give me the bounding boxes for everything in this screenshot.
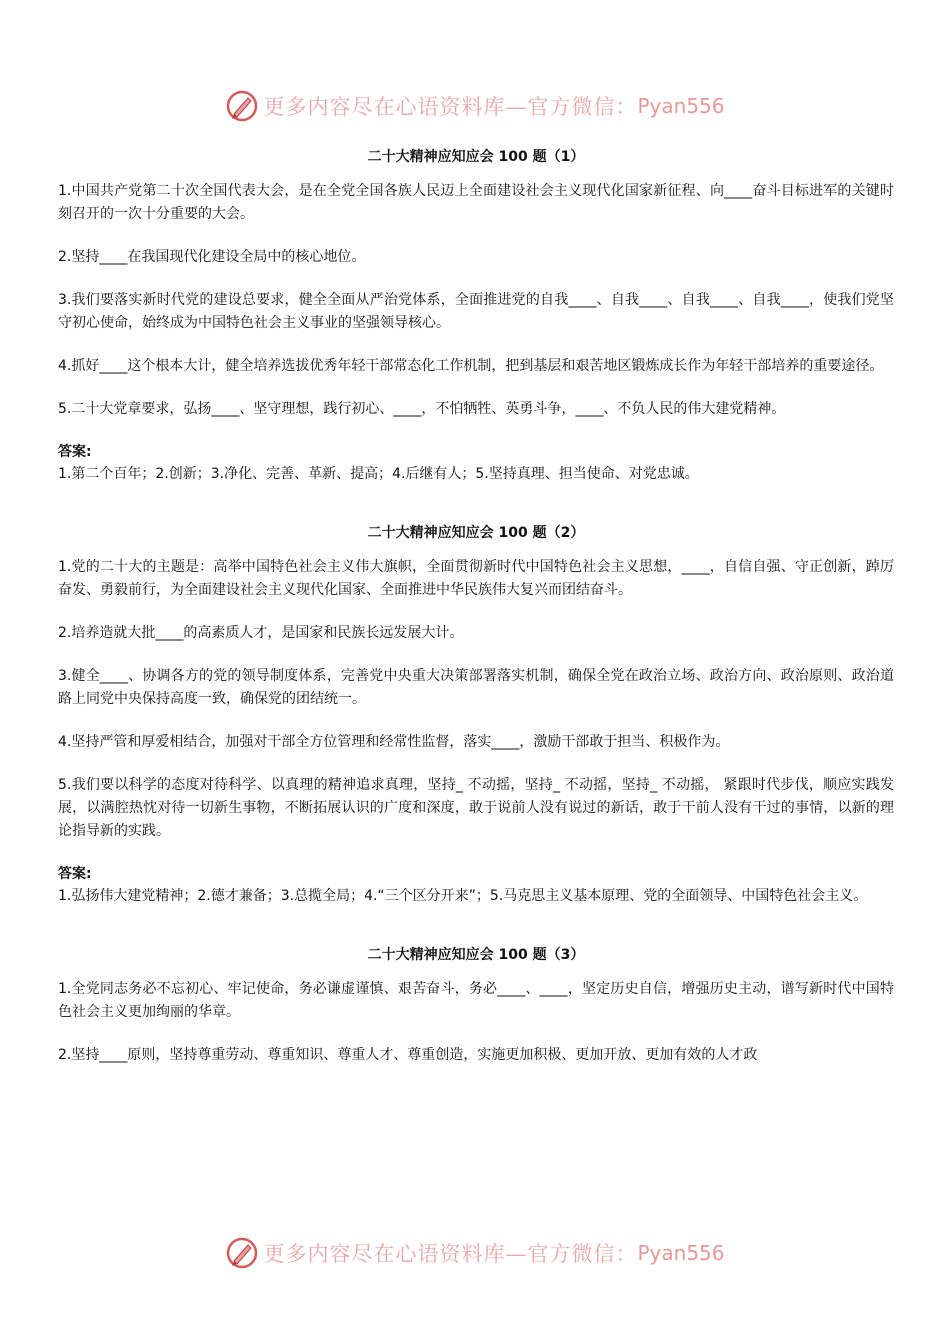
answer-text: 1.第二个百年；2.创新；3.净化、完善、革新、提高；4.后继有人；5.坚持真理、担当使命、对党忠诚。 [58, 466, 699, 482]
document-body [58, 146, 894, 1087]
watermark-text: 更多内容尽在心语资料库—官方微信： [263, 95, 638, 119]
section-title: 二十大精神应知应会 100 题（2） [367, 525, 585, 541]
watermark-id: Pyan556 [637, 94, 725, 118]
watermark-id: Pyan556 [637, 1241, 725, 1265]
watermark-banner-bottom [0, 1233, 950, 1273]
watermark-text: 更多内容尽在心语资料库—官方微信： [263, 1242, 638, 1266]
question: 2.坚持____原则，坚持尊重劳动、尊重知识、尊重人才、尊重创造，实施更加积极、更加开放、更加有效的人才政 [58, 1047, 758, 1063]
question: 3.健全____、协调各方的党的领导制度体系，完善党中央重大决策部署落实机制，确保全党在政治立场、政治方向、政治原则、政治道路上同党中央保持高度一致，确保党的团结统一。 [58, 668, 894, 707]
answer-label: 答案: [58, 444, 92, 460]
section-1 [58, 146, 894, 486]
question: 3.我们要落实新时代党的建设总要求，健全全面从严治党体系，全面推进党的自我____、自我____、自我____、自我____，使我们党坚守初心使命，始终成为中国特色社会主义事业的坚强领导核心。 [58, 292, 894, 331]
question: 2.坚持____在我国现代化建设全局中的核心地位。 [58, 249, 366, 265]
answer-text: 1.弘扬伟大建党精神；2.德才兼备；3.总揽全局；4.“三个区分开来”；5.马克思主义基本原理、党的全面领导、中国特色社会主义。 [58, 888, 868, 904]
pen-logo-icon [225, 89, 259, 123]
question: 5.我们要以科学的态度对待科学、以真理的精神追求真理，坚持_ 不动摇，坚持_ 不动摇，坚持_ 不动摇， 紧跟时代步伐，顺应实践发展，以满腔热忱对待一切新生事物，不断拓展认识的广度和深度，敢于说前人没有说过的新话，敢于干前人没有干过的事情，以新的理论指导新的实践。 [58, 777, 894, 839]
question: 2.培养造就大批____的高素质人才，是国家和民族长远发展大计。 [58, 625, 464, 641]
section-2 [58, 522, 894, 908]
section-3 [58, 944, 894, 1067]
question: 5.二十大党章要求，弘扬____、坚守理想，践行初心、____，不怕牺牲、英勇斗争，____、不负人民的伟大建党精神。 [58, 401, 786, 417]
question: 1.党的二十大的主题是：高举中国特色社会主义伟大旗帜，全面贯彻新时代中国特色社会主义思想，____，自信自强、守正创新，踔厉奋发、勇毅前行，为全面建设社会主义现代化国家、全面推进中华民族伟大复兴而团结奋斗。 [58, 559, 894, 598]
question: 4.坚持严管和厚爱相结合，加强对干部全方位管理和经常性监督，落实____，激励干部敢于担当、积极作为。 [58, 734, 730, 750]
answer-label: 答案: [58, 866, 92, 882]
watermark-banner-top [0, 86, 950, 126]
section-title: 二十大精神应知应会 100 题（1） [367, 149, 585, 165]
question: 4.抓好____这个根本大计，健全培养选拔优秀年轻干部常态化工作机制，把到基层和艰苦地区锻炼成长作为年轻干部培养的重要途径。 [58, 358, 884, 374]
question: 1.中国共产党第二十次全国代表大会，是在全党全国各族人民迈上全面建设社会主义现代化国家新征程、向____奋斗目标进军的关键时刻召开的一次十分重要的大会。 [58, 183, 894, 222]
question: 1.全党同志务必不忘初心、牢记使命，务必谦虚谨慎、艰苦奋斗，务必____、____，坚定历史自信，增强历史主动，谱写新时代中国特色社会主义更加绚丽的华章。 [58, 981, 894, 1020]
pen-logo-icon [225, 1236, 259, 1270]
section-title: 二十大精神应知应会 100 题（3） [367, 947, 585, 963]
